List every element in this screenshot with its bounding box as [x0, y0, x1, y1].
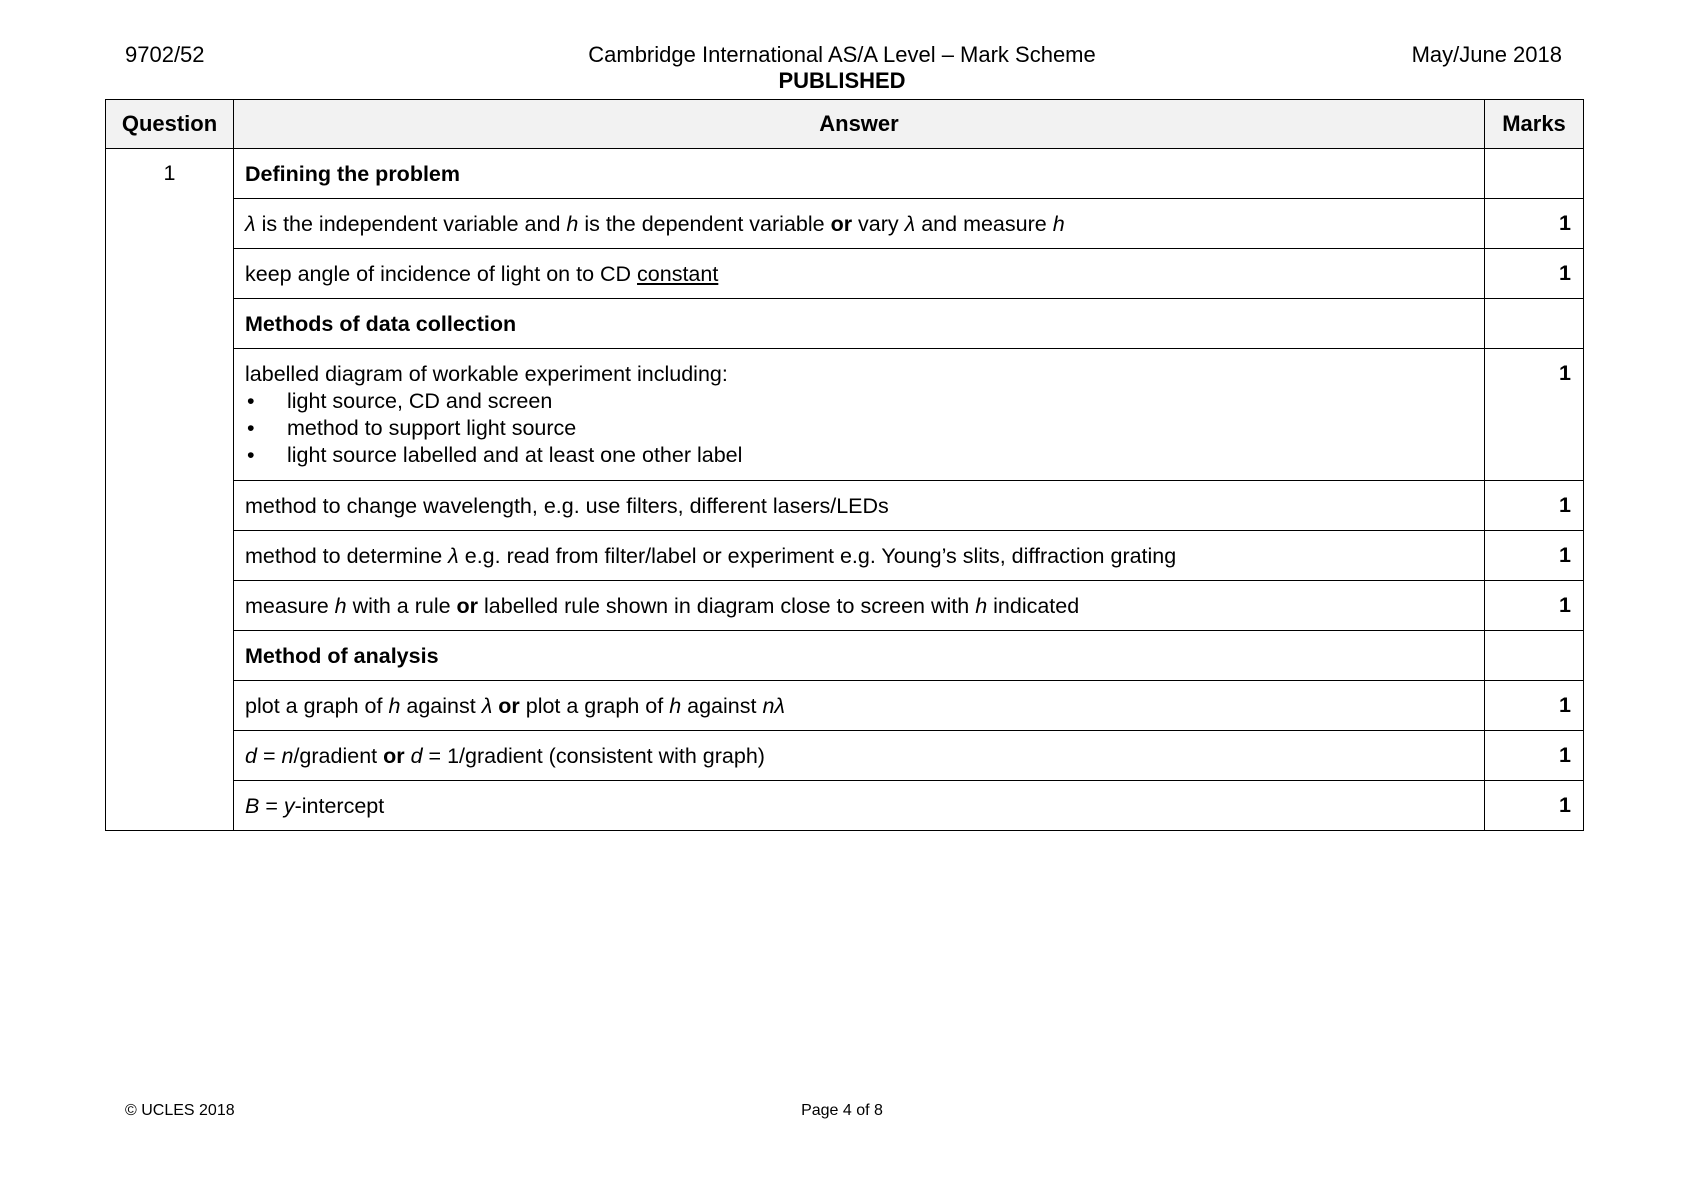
mark-value: 1 — [1485, 581, 1584, 631]
table-row — [106, 531, 1584, 581]
exam-session: May/June 2018 — [1411, 42, 1562, 67]
table-row — [106, 631, 1584, 681]
answer-text — [234, 349, 1485, 481]
answer-text: method to determine λ e.g. read from filter/label or experiment e.g. Young’s slits, diffraction grating — [234, 531, 1485, 581]
mark-scheme-table — [105, 99, 1584, 831]
list-item: • light source labelled and at least one other label — [245, 442, 1473, 469]
mark-value: 1 — [1485, 681, 1584, 731]
section-heading: Methods of data collection — [234, 299, 1485, 349]
mark-cell — [1485, 299, 1584, 349]
table-row — [106, 781, 1584, 831]
question-number: 1 — [106, 149, 234, 831]
section-heading: Method of analysis — [234, 631, 1485, 681]
answer-text: method to change wavelength, e.g. use filters, different lasers/LEDs — [234, 481, 1485, 531]
document-title: Cambridge International AS/A Level – Mark Scheme — [588, 42, 1096, 67]
answer-text: B = y-intercept — [234, 781, 1485, 831]
table-row — [106, 199, 1584, 249]
mark-value: 1 — [1485, 781, 1584, 831]
table-row — [106, 481, 1584, 531]
table-row — [106, 731, 1584, 781]
paper-code: 9702/52 — [125, 42, 205, 67]
table-row — [106, 349, 1584, 481]
table-header-row — [106, 100, 1584, 149]
bullet-list — [245, 388, 1473, 469]
answer-column-header: Answer — [234, 100, 1485, 149]
section-heading: Defining the problem — [234, 149, 1485, 199]
copyright-notice: © UCLES 2018 — [125, 1102, 235, 1119]
table-row — [106, 149, 1584, 199]
marks-column-header: Marks — [1485, 100, 1584, 149]
mark-value: 1 — [1485, 481, 1584, 531]
page-number: Page 4 of 8 — [801, 1102, 883, 1119]
mark-value: 1 — [1485, 731, 1584, 781]
mark-cell — [1485, 149, 1584, 199]
table-row — [106, 581, 1584, 631]
mark-value: 1 — [1485, 531, 1584, 581]
table-row — [106, 249, 1584, 299]
list-item: • light source, CD and screen — [245, 388, 1473, 415]
answer-intro: labelled diagram of workable experiment including: — [245, 362, 728, 386]
answer-text: plot a graph of h against λ or plot a graph of h against nλ — [234, 681, 1485, 731]
mark-value: 1 — [1485, 249, 1584, 299]
table-row — [106, 299, 1584, 349]
answer-text: λ is the independent variable and h is the dependent variable or vary λ and measure h — [234, 199, 1485, 249]
mark-cell — [1485, 631, 1584, 681]
mark-value: 1 — [1485, 349, 1584, 481]
answer-text: d = n/gradient or d = 1/gradient (consistent with graph) — [234, 731, 1485, 781]
answer-text: keep angle of incidence of light on to CD constant — [234, 249, 1485, 299]
table-row — [106, 681, 1584, 731]
list-item: • method to support light source — [245, 415, 1473, 442]
question-column-header: Question — [106, 100, 234, 149]
published-label: PUBLISHED — [778, 68, 906, 93]
mark-value: 1 — [1485, 199, 1584, 249]
answer-text: measure h with a rule or labelled rule shown in diagram close to screen with h indicated — [234, 581, 1485, 631]
